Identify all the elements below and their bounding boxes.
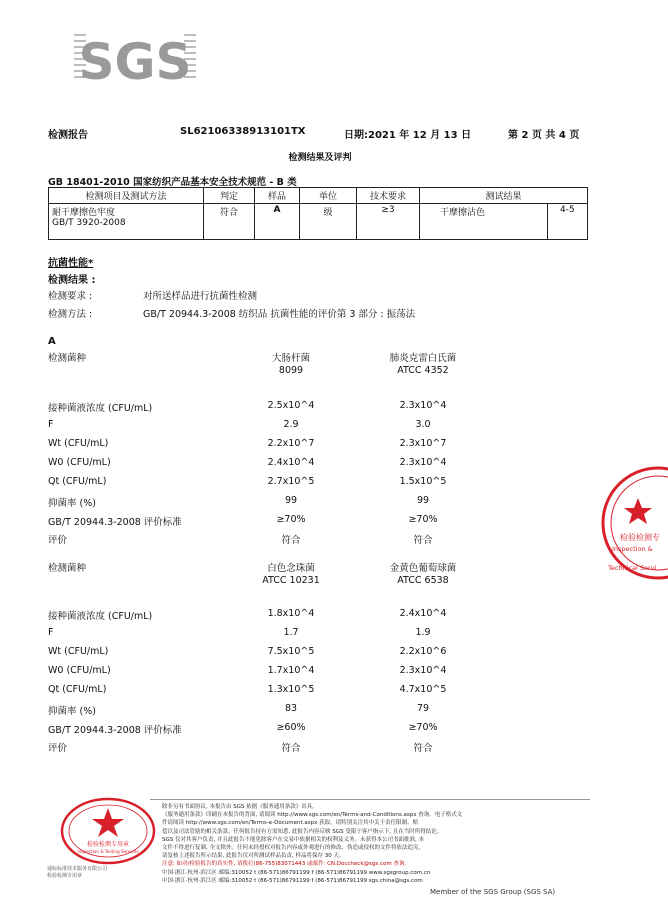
- table-row: [49, 204, 588, 240]
- value-a: 2.5x10^4: [267, 400, 315, 411]
- col-unit: 单位: [300, 188, 357, 204]
- section-title: 抗菌性能*: [48, 258, 94, 269]
- value-a: 符合: [281, 535, 301, 546]
- footer-line-4: 偿以及司法管辖的相关条款。任何报告持有方需知悉, 此报告内容反映 SGS 受限于客户指示下, 且在当时所得结论。: [162, 828, 443, 835]
- row-label: F: [48, 627, 54, 638]
- value-b: 4.7x10^5: [399, 684, 447, 695]
- seal-note-2: 检验检测专用章: [47, 873, 83, 879]
- table-row: [48, 627, 608, 643]
- item-name: 耐干摩擦色牢度: [52, 208, 116, 218]
- row-label: W0 (CFU/mL): [48, 665, 111, 676]
- table-row: [48, 419, 608, 435]
- col-sample: 样品: [255, 188, 300, 204]
- sgs-member-line: Member of the SGS Group (SGS SA): [430, 888, 556, 896]
- value-a: 2.2x10^7: [267, 438, 315, 449]
- value-b: 符合: [413, 743, 433, 754]
- value-a: 7.5x10^5: [267, 646, 315, 657]
- value-b: 99: [416, 495, 430, 506]
- stamp-right-text-1: 检验检测专: [620, 533, 660, 542]
- value-a: 1.7: [283, 627, 299, 638]
- table-row: [48, 608, 608, 624]
- row-label: 评价: [48, 743, 68, 754]
- inspection-stamp-right: [598, 458, 668, 588]
- page-number: 第 2 页 共 4 页: [508, 130, 580, 141]
- value-b: 3.0: [415, 419, 431, 430]
- value-a: 1.7x10^4: [267, 665, 315, 676]
- table-row: [48, 514, 608, 530]
- value-a: ≥70%: [276, 514, 306, 525]
- strain-a-code: 8099: [278, 365, 304, 376]
- test-name-cell: 干摩擦沾色: [420, 204, 548, 240]
- fastness-table: [48, 187, 588, 240]
- row-label: GB/T 20944.3-2008 评价标准: [48, 725, 182, 736]
- value-a: 2.9: [283, 419, 299, 430]
- seal-note-1: 通标标准技术服务有限公司: [47, 866, 108, 872]
- value-b: 2.3x10^7: [399, 438, 447, 449]
- row-label: F: [48, 419, 54, 430]
- test-value-cell: 4-5: [547, 204, 587, 240]
- col-judgement: 判定: [204, 188, 255, 204]
- row-label: Wt (CFU/mL): [48, 646, 109, 657]
- strain-b-code: ATCC 4352: [397, 365, 449, 376]
- value-a: ≥60%: [276, 722, 306, 733]
- footer-address-1: 中国·浙江·杭州·滨江区 邮编:310052 t (86-571)86791199 f (86-571)86791199 www.sgsgroup.com.cn: [162, 869, 431, 876]
- stamp-right-text-2: Inspection &: [612, 545, 653, 553]
- strain-a-code: ATCC 10231: [262, 575, 320, 586]
- table-row: [48, 722, 608, 738]
- sgs-logo: [74, 28, 196, 90]
- report-number: SL62106338913101TX: [180, 126, 306, 137]
- row-label: Qt (CFU/mL): [48, 684, 107, 695]
- row-label: Qt (CFU/mL): [48, 476, 107, 487]
- table-row: [48, 476, 608, 492]
- strain-b-code: ATCC 6538: [397, 575, 449, 586]
- footer-divider: [150, 799, 590, 800]
- footer-line-2: 《服务通用条款》印刷在本报告的背面, 请阅读 http://www.sgs.com/en/Terms-and-Conditions.aspx 查询。电子格式文: [162, 812, 463, 819]
- row-label: 接种菌液浓度 (CFU/mL): [48, 611, 153, 622]
- value-a: 2.7x10^5: [267, 476, 315, 487]
- value-b: 符合: [413, 535, 433, 546]
- item-method: GB/T 3920-2008: [52, 218, 126, 228]
- col-result: 测试结果: [420, 188, 588, 204]
- requirement-cell: ≥3: [357, 204, 420, 240]
- value-b: 2.4x10^4: [399, 608, 447, 619]
- row-label: 评价: [48, 535, 68, 546]
- row-label: 抑菌率 (%): [48, 706, 96, 717]
- report-date: 日期:2021 年 12 月 13 日: [344, 130, 472, 141]
- table-row: [48, 438, 608, 454]
- judgement-cell: 符合: [204, 204, 255, 240]
- value-a: 99: [284, 495, 298, 506]
- footer-line-3: 件请阅读 http://www.sgs.com/en/Terms-e-Document.aspx 获取。请特别关注其中关于责任限制、赔: [162, 820, 419, 827]
- unit-cell: 级: [300, 204, 357, 240]
- row-label: GB/T 20944.3-2008 评价标准: [48, 517, 182, 528]
- footer-verify-line: 注意: 如对/检验报告的真实性, 请拨打(86-755)83071443 或邮件: CN.Doccheck@sgs.com 查询。: [162, 861, 410, 868]
- row-label: Wt (CFU/mL): [48, 438, 109, 449]
- table-row: [48, 740, 608, 756]
- strain-header-row: [48, 560, 608, 576]
- standard-title: GB 18401-2010 国家纺织产品基本安全技术规范 - B 类: [48, 177, 297, 188]
- value-b: ≥70%: [408, 722, 438, 733]
- requirement-label: 检测要求 :: [48, 291, 93, 302]
- value-b: 2.3x10^4: [399, 400, 447, 411]
- sample-cell: A: [255, 204, 300, 240]
- value-b: 2.3x10^4: [399, 457, 447, 468]
- value-b: 2.2x10^6: [399, 646, 447, 657]
- table-row: [48, 400, 608, 416]
- strain-head-label: 检测菌种: [48, 353, 87, 364]
- strain-code-row: [48, 365, 608, 381]
- row-label: 抑菌率 (%): [48, 498, 96, 509]
- logo-text: SGS: [78, 33, 192, 91]
- footer-line-1: 除非另有书面协议, 本报告由 SGS 依据《服务通用条款》出具,: [162, 804, 314, 810]
- footer-address-2: 中国·浙江·杭州·滨江区 邮编:310052 t (86-571)86791199 f (86-571)86791199 sgs.china@sgs.com: [162, 877, 423, 884]
- footer-notes: [162, 803, 592, 885]
- stamp-right-text-3: Technical Servi: [608, 564, 657, 572]
- result-label: 检测结果 :: [48, 275, 96, 286]
- table-row: [48, 684, 608, 700]
- value-b: 2.3x10^4: [399, 665, 447, 676]
- report-label: 检测报告: [48, 130, 88, 141]
- seal-note: [47, 866, 107, 880]
- footer-line-7: 请复核上述报告所示结果, 此报告仅对所测试样品负责, 样品将保存 30 天。: [162, 853, 345, 860]
- strain-head-label: 检测菌种: [48, 563, 87, 574]
- table-row: [48, 532, 608, 548]
- value-a: 符合: [281, 743, 301, 754]
- table-row: [48, 646, 608, 662]
- value-a: 83: [284, 703, 298, 714]
- table-header-row: [49, 188, 588, 204]
- strain-a-name: 大肠杆菌: [271, 353, 310, 364]
- strain-b-name: 金黄色葡萄球菌: [389, 563, 457, 574]
- value-a: 1.8x10^4: [267, 608, 315, 619]
- page-title: 检测结果及评判: [288, 153, 352, 163]
- method-value: GB/T 20944.3-2008 纺织品 抗菌性能的评价第 3 部分 : 振荡法: [143, 309, 416, 320]
- value-b: 79: [416, 703, 430, 714]
- requirement-value: 对所送样品进行抗菌性检测: [143, 291, 258, 302]
- value-a: 1.3x10^5: [267, 684, 315, 695]
- item-cell: [49, 204, 204, 240]
- stamp-bottom-text-2: Inspection & Testing Services: [77, 849, 139, 854]
- table-row: [48, 495, 608, 511]
- value-b: ≥70%: [408, 514, 438, 525]
- method-label: 检测方法 :: [48, 309, 93, 320]
- value-a: 2.4x10^4: [267, 457, 315, 468]
- row-label: W0 (CFU/mL): [48, 457, 111, 468]
- value-b: 1.5x10^5: [399, 476, 447, 487]
- strain-code-row: [48, 575, 608, 591]
- col-item: 检测项目及测试方法: [49, 188, 204, 204]
- row-label: 接种菌液浓度 (CFU/mL): [48, 403, 153, 414]
- footer-line-6: 文件不得进行复制, 全文除外。任何未经授权对报告内容或外观进行的修改、伪造或侵权的文件将依法追究,: [162, 845, 421, 852]
- strain-header-row: [48, 350, 608, 366]
- inspection-stamp-bottom: [58, 796, 158, 866]
- table-row: [48, 457, 608, 473]
- table-row: [48, 665, 608, 681]
- table-row: [48, 703, 608, 719]
- sample-group-label: A: [48, 336, 56, 347]
- footer-line-5: SGS 仅对其客户负责, 并且此报告不能免除客户在交易中依据相关的权利及义务。未获得本公司书面批准, 本: [162, 836, 424, 843]
- strain-b-name: 肺炎克雷白氏菌: [389, 353, 457, 364]
- strain-a-name: 白色念珠菌: [267, 563, 315, 574]
- stamp-bottom-text-1: 检验检测专用章: [86, 841, 130, 848]
- value-b: 1.9: [415, 627, 431, 638]
- col-requirement: 技术要求: [357, 188, 420, 204]
